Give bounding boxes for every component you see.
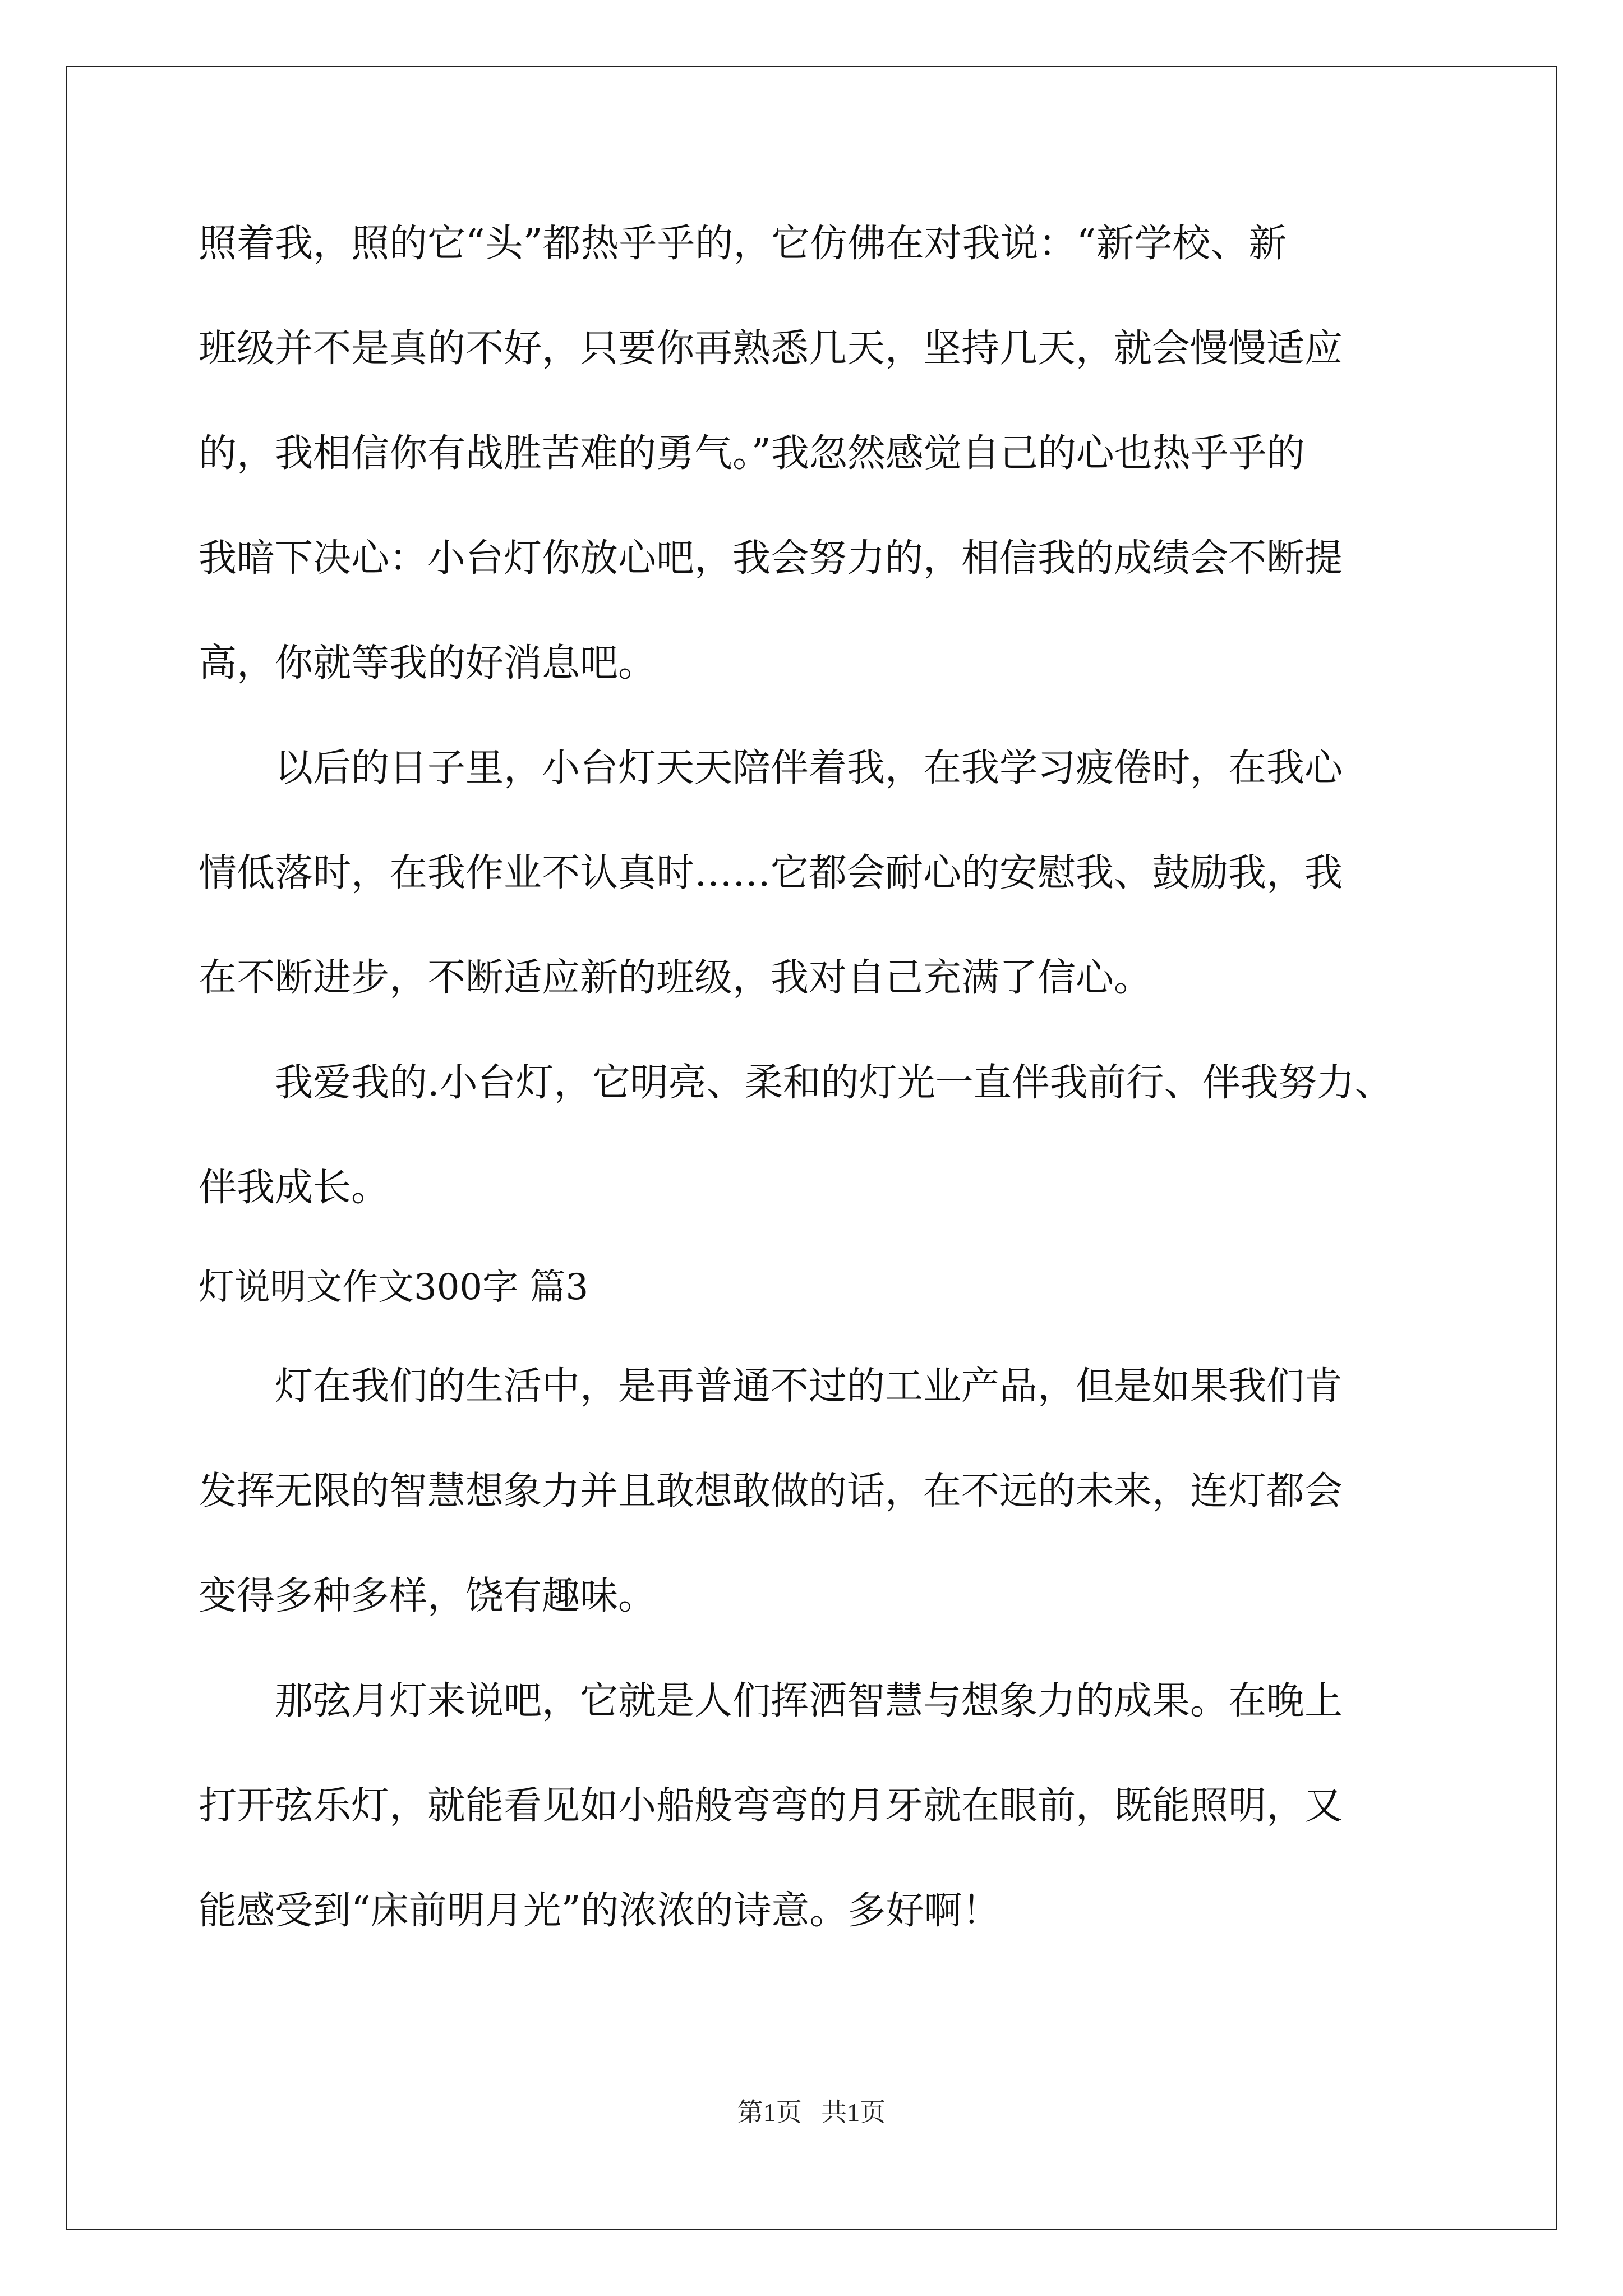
page-footer xyxy=(0,2097,1623,2128)
text-line: 发挥无限的智慧想象力并且敢想敢做的话，在不远的未来，连灯都会 xyxy=(199,1469,1343,1513)
text-line: 我暗下决心：小台灯你放心吧，我会努力的，相信我的成绩会不断提 xyxy=(199,536,1343,581)
text-line: 以后的日子里，小台灯天天陪伴着我，在我学习疲倦时，在我心 xyxy=(199,746,1343,790)
text-line: 能感受到“床前明月光”的浓浓的诗意。多好啊！ xyxy=(199,1889,1000,1933)
text-line: 情低落时，在我作业不认真时……它都会耐心的安慰我、鼓励我，我 xyxy=(199,851,1343,895)
section-heading: 灯说明文作文300字 篇3 xyxy=(199,1267,589,1308)
text-line: 在不断进步，不断适应新的班级，我对自己充满了信心。 xyxy=(199,956,1152,1000)
page-number: 第1页 共1页 xyxy=(737,2098,886,2127)
text-line: 变得多种多样，饶有趣味。 xyxy=(199,1574,657,1618)
text-line: 那弦月灯来说吧，它就是人们挥洒智慧与想象力的成果。在晚上 xyxy=(199,1679,1343,1723)
text-line: 的，我相信你有战胜苦难的勇气。”我忽然感觉自己的心也热乎乎的 xyxy=(199,431,1305,476)
text-line: 灯在我们的生活中，是再普通不过的工业产品，但是如果我们肯 xyxy=(199,1364,1343,1409)
text-line: 照着我，照的它“头”都热乎乎的，它仿佛在对我说：“新学校、新 xyxy=(199,222,1287,266)
text-line: 打开弦乐灯，就能看见如小船般弯弯的月牙就在眼前，既能照明，又 xyxy=(199,1784,1343,1828)
text-line: 高，你就等我的好消息吧。 xyxy=(199,641,657,685)
text-line: 伴我成长。 xyxy=(199,1166,390,1210)
text-line: 我爱我的.小台灯，它明亮、柔和的灯光一直伴我前行、伴我努力、 xyxy=(199,1061,1393,1105)
text-line: 班级并不是真的不好，只要你再熟悉几天，坚持几天，就会慢慢适应 xyxy=(199,326,1343,371)
